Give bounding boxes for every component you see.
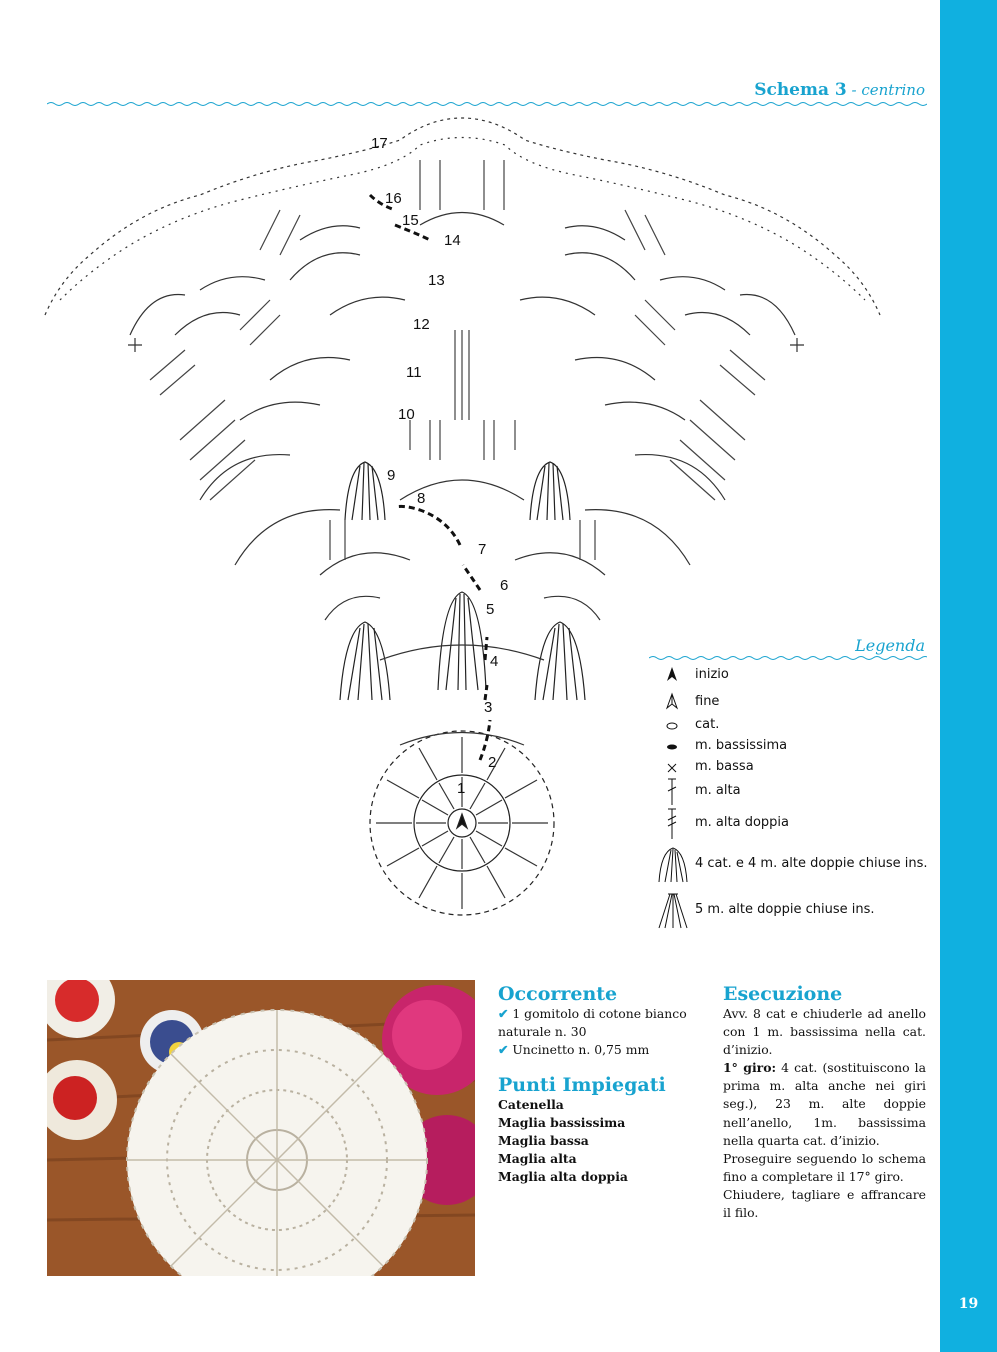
center-motif [370, 731, 554, 915]
double-crochet-icon [655, 775, 689, 809]
round-number: 13 [428, 272, 445, 289]
title-separator: - [846, 81, 862, 99]
round-number: 1 [457, 780, 466, 797]
round-number: 10 [398, 406, 415, 423]
title-subtitle: centrino [861, 81, 925, 99]
round-number: 3 [484, 699, 493, 716]
cluster-chain-icon [655, 844, 691, 884]
occorrente-item-cont: naturale n. 30 [498, 1024, 587, 1040]
round-number: 17 [371, 135, 388, 152]
esecuzione-paragraph: Chiudere, tagliare e affrancare il filo. [723, 1186, 926, 1221]
round-number: 6 [500, 577, 509, 594]
title-main: Schema 3 [754, 80, 847, 100]
clusters [340, 462, 585, 700]
esecuzione-paragraph: Proseguire seguendo lo schema fino a completare il 17° giro. [723, 1150, 926, 1184]
legend-wavy-rule [649, 654, 927, 662]
cluster-icon [655, 890, 691, 930]
round-number: 8 [417, 490, 426, 507]
punti-item: Catenella [498, 1097, 564, 1112]
punti-list [498, 1096, 698, 1186]
outer-edge-picots [45, 118, 880, 315]
round-number: 7 [478, 541, 487, 558]
check-icon: ✔ [498, 1042, 509, 1058]
occorrente-item: ✔ 1 gomitolo di cotone bianco [498, 1006, 687, 1021]
bottom-picots [128, 338, 804, 352]
punti-heading: Punti Impiegati [498, 1074, 666, 1096]
round-number: 4 [490, 653, 499, 670]
treble-stitch-columns [150, 160, 765, 560]
side-color-bar [940, 0, 997, 1352]
round-number: 12 [413, 316, 430, 333]
round-number: 11 [406, 364, 422, 381]
page-number: 19 [958, 1296, 979, 1312]
round-number: 14 [444, 232, 461, 249]
punti-item: Maglia bassa [498, 1133, 589, 1149]
punti-item: Maglia bassissima [498, 1115, 626, 1131]
chain-arches [130, 213, 795, 746]
check-icon: ✔ [498, 1006, 509, 1021]
punti-item: Maglia alta doppia [498, 1169, 628, 1185]
round-number: 5 [486, 601, 495, 618]
esecuzione-paragraph: Avv. 8 cat e chiuderle ad anello con 1 m. bassissima nella cat. d’inizio. [723, 1006, 926, 1058]
occorrente-list [498, 1005, 698, 1059]
occorrente-heading: Occorrente [498, 983, 618, 1005]
esecuzione-text [723, 1005, 926, 1222]
doily-photo [47, 980, 475, 1276]
esecuzione-heading: Esecuzione [723, 983, 843, 1005]
treble-crochet-icon [655, 807, 689, 841]
round-number: 15 [402, 212, 419, 229]
legend-title: Legenda [855, 636, 925, 655]
esecuzione-paragraph: 1° giro: 4 cat. (sostituiscono la prima m. alta anche nei giri seg.), 23 m. alte doppie nell’anello, 1m. bassissima nella quarta cat. d’inizio. [723, 1060, 926, 1148]
round-number: 9 [387, 467, 396, 484]
punti-item: Maglia alta [498, 1151, 577, 1167]
start-arrow-icon [457, 814, 467, 828]
round-number: 16 [385, 190, 402, 207]
round-number: 2 [488, 754, 497, 771]
occorrente-item: ✔ Uncinetto n. 0,75 mm [498, 1042, 650, 1058]
